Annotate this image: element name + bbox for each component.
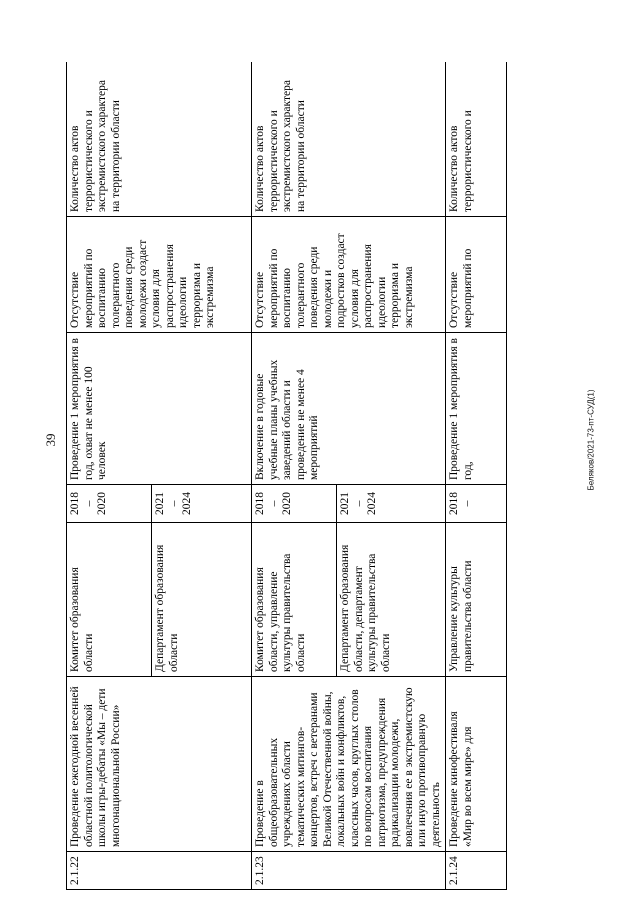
years-primary — [252, 485, 337, 522]
year-dash: – — [82, 500, 95, 507]
event-name: Проведение ежегодной весенней областной политологической школы игры-дебаты «Мы – дети многонациональной России» — [67, 677, 252, 852]
row-number: 2.1.24 — [446, 852, 507, 890]
indicator-text: Проведение 1 мероприятия в год, — [446, 333, 507, 485]
table-row — [446, 62, 507, 890]
table-container — [66, 62, 568, 890]
row-number: 2.1.22 — [67, 852, 252, 890]
year-end: 2020 — [96, 492, 108, 515]
year-start: 2018 — [254, 492, 266, 515]
executor-primary: Управление культуры правительства области — [446, 523, 507, 677]
years-secondary — [152, 485, 197, 522]
year-dash: – — [167, 500, 180, 507]
indicator-text: Проведение 1 мероприятия в год, охват не менее 100 человек — [67, 333, 252, 485]
year-end: 2024 — [181, 492, 193, 515]
risk-text: Отсутствие мероприятий по — [446, 217, 507, 333]
year-start: 2018 — [69, 492, 81, 515]
executor-secondary: Департамент образования области, департамент культуры правительства области — [339, 544, 392, 672]
years-cell — [67, 485, 252, 523]
landscape-page — [66, 62, 568, 890]
year-dash: – — [267, 500, 280, 507]
event-name: Проведение кинофестиваля «Мир во всем мире» для — [446, 677, 507, 852]
year-start: 2021 — [339, 492, 351, 515]
program-table — [66, 62, 507, 890]
year-start: 2018 — [448, 492, 460, 515]
executor-cell — [252, 523, 446, 677]
event-name: Проведение в общеобразовательных учреждениях области тематических митингов-концертов, встреч с ветеранами Великой Отечественной войны, локальных войн и конфликтов, классных часов, круглых столов по вопросам воспитания патриотизма, предупреждения радикализации молодежи, вовлечения ее в экстремистскую или иную противоправную деятельность — [252, 677, 446, 852]
year-dash: – — [461, 500, 473, 507]
year-end: 2020 — [281, 492, 293, 515]
link-text: Количество актов террористического и экстремистского характера на территории области — [67, 62, 252, 217]
risk-text: Отсутствие мероприятий по воспитанию толерантного поведения среди молодежи создаст условия для распространения идеологии терроризма и экстремизма — [67, 217, 252, 333]
document-code-text: Беляков/2021-73-пт-СУД(1) — [586, 389, 596, 491]
executor-primary: Комитет образования области — [67, 523, 152, 676]
indicator-text: Включение в годовые учебные планы учебных заведений области и проведение не менее 4 мероприятий — [252, 333, 446, 485]
executor-primary: Комитет образования области, управление культуры правительства области — [252, 523, 337, 676]
years-secondary — [337, 485, 382, 522]
year-dash: – — [352, 500, 365, 507]
year-end: 2024 — [366, 492, 378, 515]
executor-secondary: Департамент образования области — [154, 544, 180, 672]
executor-cell — [67, 523, 252, 677]
table-row — [67, 62, 252, 890]
risk-text: Отсутствие мероприятий по воспитанию толерантного поведения среди молодежи и подростков создаст условия для распространения идеологии терроризма и экстремизма — [252, 217, 446, 333]
years-primary — [446, 485, 507, 523]
years-cell — [252, 485, 446, 523]
year-start: 2021 — [154, 492, 166, 515]
link-text: Количество актов террористического и экстремистского характера на территории области — [252, 62, 446, 217]
years-primary — [67, 485, 152, 522]
row-number: 2.1.23 — [252, 852, 446, 890]
table-row — [252, 62, 446, 890]
page-number: 39 — [43, 433, 58, 447]
link-text: Количество актов террористического и — [446, 62, 507, 217]
